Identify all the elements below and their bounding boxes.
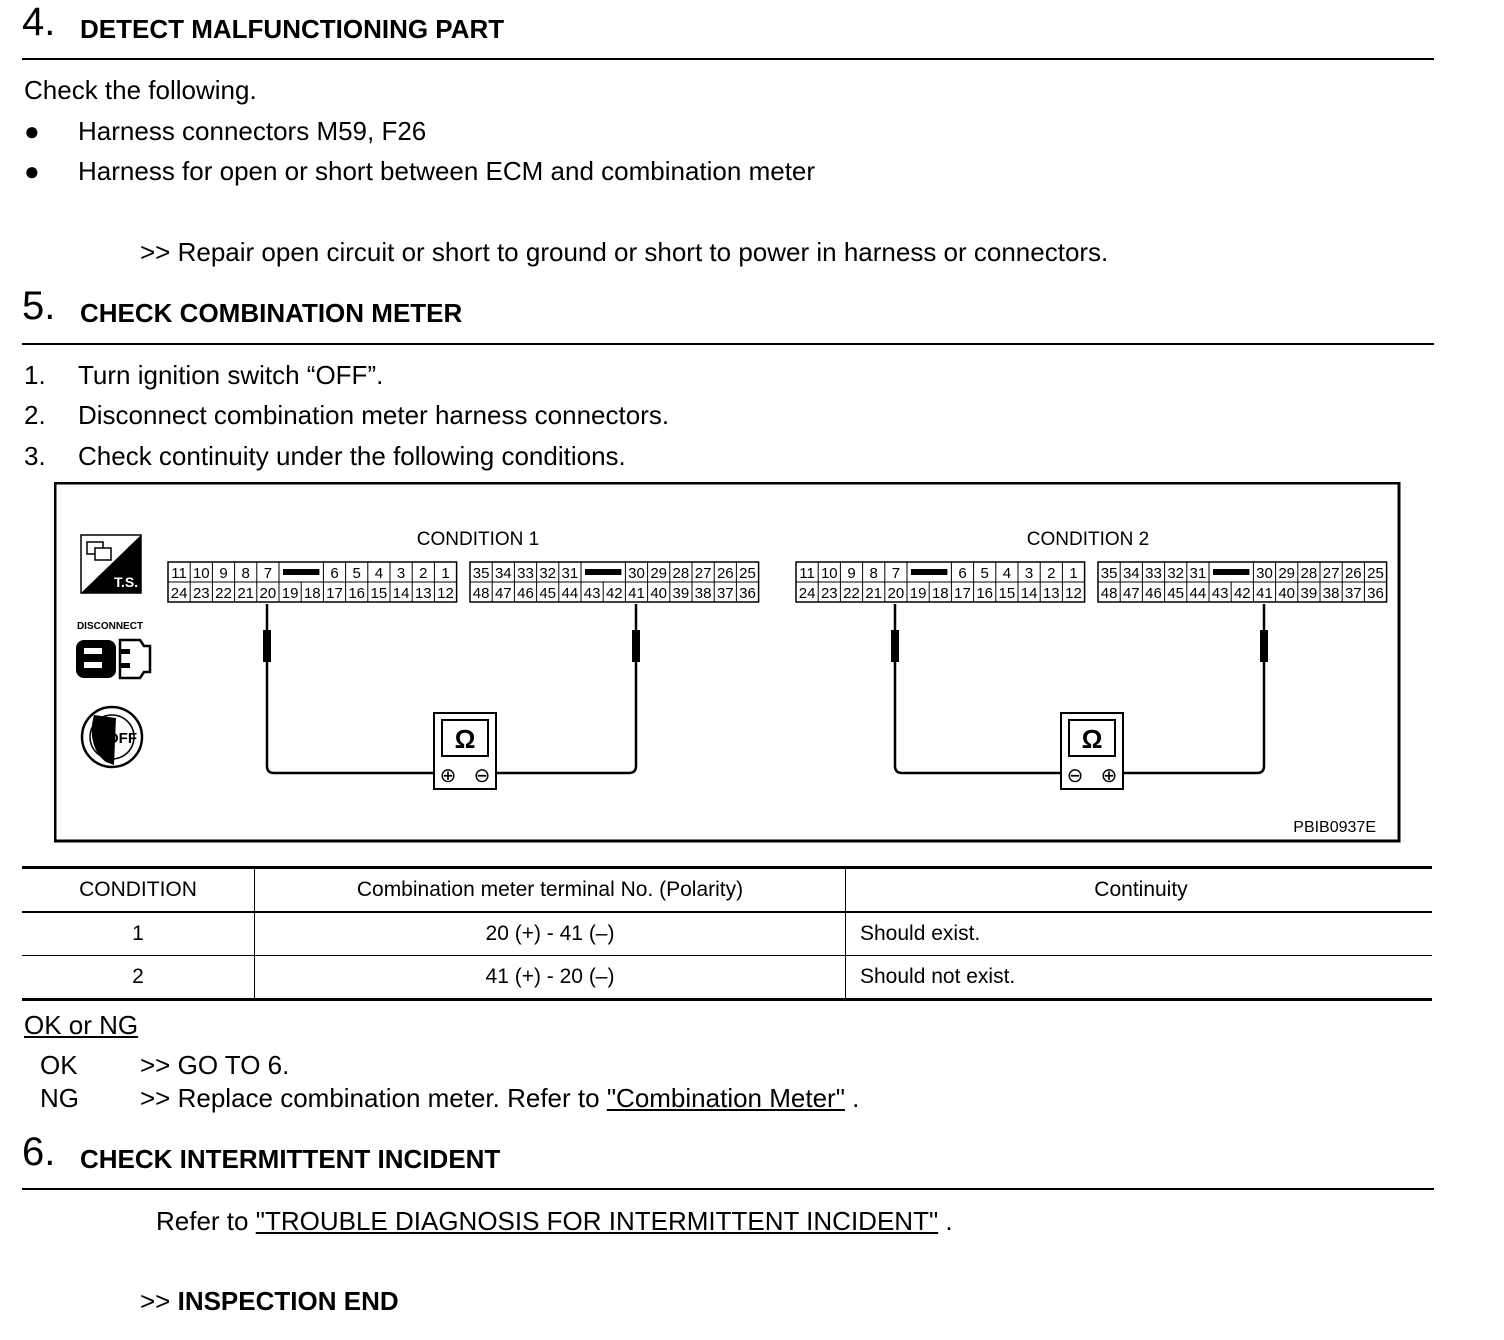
table-row: [22, 912, 1432, 956]
condition-1-label: CONDITION 1: [416, 529, 540, 550]
terminal-number: 22: [843, 585, 860, 602]
terminal-number: 7: [263, 565, 273, 582]
step-4-result: >> Repair open circuit or short to ground or short to power in harness or connectors.: [140, 237, 1109, 267]
terminal-number: 19: [909, 585, 927, 602]
svg-text:⊕: ⊕: [439, 765, 457, 787]
terminal-number: 17: [326, 585, 343, 602]
terminal-number: 9: [847, 565, 856, 582]
list-item: Disconnect combination meter harness connectors.: [78, 400, 670, 430]
svg-text:Ω: Ω: [454, 724, 476, 754]
terminal-number: 36: [1367, 585, 1384, 602]
terminal-number: 11: [171, 565, 187, 582]
terminal-number: 23: [820, 585, 838, 602]
terminal-number: 8: [869, 565, 878, 582]
terminal-number: 21: [237, 585, 255, 602]
terminal-number: 8: [241, 565, 250, 582]
figure-code: PBIB0937E: [1293, 819, 1376, 836]
probe-tip: [1260, 630, 1268, 662]
svg-text:⊖: ⊖: [473, 765, 491, 787]
terminal-number: 47: [494, 585, 512, 602]
step-5-title: CHECK COMBINATION METER: [80, 298, 463, 328]
terminal-number: 36: [739, 585, 756, 602]
terminal-number: 42: [1233, 585, 1251, 602]
table-header: Continuity: [846, 868, 1433, 913]
terminal-number: 27: [1322, 565, 1340, 582]
ohmmeter-icon: [434, 713, 496, 789]
condition-2-label: CONDITION 2: [1026, 529, 1150, 550]
terminal-number: 27: [694, 565, 712, 582]
table-cell: 20 (+) - 41 (–): [255, 912, 846, 956]
diagram-frame: [55, 483, 1399, 841]
step-4-number: 4.: [22, 0, 56, 44]
intermittent-incident-link[interactable]: "TROUBLE DIAGNOSIS FOR INTERMITTENT INCIDENT": [255, 1206, 939, 1236]
ng-label: NG: [40, 1083, 79, 1113]
terminal-number: 6: [330, 565, 339, 582]
divider: [22, 58, 1434, 60]
terminal-number: 15: [998, 585, 1016, 602]
terminal-number: 48: [1100, 585, 1118, 602]
terminal-number: 19: [281, 585, 299, 602]
terminal-number: 34: [1122, 565, 1140, 582]
probe-tip: [891, 630, 899, 662]
terminal-number: 4: [374, 565, 384, 582]
terminal-number: 31: [561, 565, 579, 582]
terminal-number: 18: [303, 585, 321, 602]
terminal-number: 35: [1100, 565, 1118, 582]
connector-b-condition-1: [470, 562, 759, 602]
terminal-number: 24: [170, 585, 188, 602]
bullet-item: Harness for open or short between ECM and combination meter: [78, 156, 816, 186]
terminal-number: 40: [650, 585, 668, 602]
terminal-number: 15: [370, 585, 388, 602]
terminal-number: 3: [396, 565, 406, 582]
terminal-number: 3: [1024, 565, 1034, 582]
terminal-number: 10: [820, 565, 838, 582]
list-item: Turn ignition switch “OFF”.: [78, 360, 384, 390]
probe-tip: [632, 630, 640, 662]
terminal-number: 6: [958, 565, 967, 582]
table-cell: Should exist.: [846, 912, 1433, 956]
terminal-number: 13: [414, 585, 432, 602]
list-number: 1.: [24, 360, 46, 390]
terminal-number: 28: [672, 565, 690, 582]
terminal-number: 25: [1367, 565, 1384, 582]
list-number: 2.: [24, 400, 46, 430]
table-cell: 2: [22, 956, 255, 1000]
terminal-number: 4: [1002, 565, 1012, 582]
terminal-number: 29: [1278, 565, 1296, 582]
terminal-number: 2: [419, 565, 428, 582]
svg-text:OFF: OFF: [107, 730, 137, 747]
table-cell: 1: [22, 912, 255, 956]
terminal-number: 29: [650, 565, 668, 582]
terminal-number: 14: [1020, 585, 1038, 602]
terminal-number: 17: [954, 585, 971, 602]
terminal-number: 26: [716, 565, 734, 582]
terminal-number: 30: [1256, 565, 1273, 582]
disconnect-icon: [76, 621, 150, 678]
terminal-number: 9: [219, 565, 228, 582]
svg-text:⊕: ⊕: [1100, 765, 1118, 787]
terminal-number: 24: [798, 585, 816, 602]
table-cell: Should not exist.: [860, 965, 1016, 988]
ok-ng-heading: OK or NG: [24, 1010, 139, 1040]
ts-icon: [81, 535, 141, 593]
list-item: Check continuity under the following conditions.: [78, 441, 626, 471]
svg-text:DISCONNECT: DISCONNECT: [76, 621, 144, 632]
terminal-number: 20: [887, 585, 905, 602]
svg-text:⊖: ⊖: [1066, 765, 1084, 787]
connector-lock-slot: [1213, 569, 1249, 575]
step-6-refer: Refer to "TROUBLE DIAGNOSIS FOR INTERMITTENT INCIDENT" .: [156, 1206, 953, 1236]
ok-label: OK: [40, 1050, 78, 1080]
terminal-number: 32: [1167, 565, 1185, 582]
table-header: Combination meter terminal No. (Polarity): [255, 868, 846, 913]
terminal-number: 44: [1189, 585, 1207, 602]
terminal-number: 14: [392, 585, 410, 602]
terminal-number: 35: [472, 565, 490, 582]
terminal-number: 25: [739, 565, 756, 582]
svg-text:T.S.: T.S.: [113, 574, 139, 590]
terminal-number: 41: [628, 585, 645, 602]
step-5-number: 5.: [22, 284, 56, 328]
ok-text: >> GO TO 6.: [140, 1050, 290, 1080]
terminal-number: 30: [628, 565, 645, 582]
connector-b-condition-2: [1098, 562, 1387, 602]
step-6-title: CHECK INTERMITTENT INCIDENT: [80, 1144, 501, 1174]
terminal-number: 43: [583, 585, 601, 602]
bullet-item: Harness connectors M59, F26: [78, 116, 427, 146]
terminal-number: 38: [1322, 585, 1340, 602]
terminal-number: 21: [865, 585, 883, 602]
terminal-number: 41: [1256, 585, 1273, 602]
terminal-number: 12: [1065, 585, 1082, 602]
terminal-number: 42: [605, 585, 623, 602]
terminal-number: 33: [517, 565, 534, 582]
terminal-number: 2: [1047, 565, 1056, 582]
inspection-end: >> INSPECTION END: [140, 1286, 399, 1316]
terminal-number: 45: [1167, 585, 1185, 602]
terminal-number: 47: [1122, 585, 1140, 602]
terminal-number: 5: [980, 565, 989, 582]
terminal-number: 10: [192, 565, 210, 582]
terminal-number: 1: [441, 565, 450, 582]
terminal-number: 46: [1145, 585, 1162, 602]
divider: [22, 1188, 1434, 1190]
terminal-number: 5: [352, 565, 361, 582]
continuity-table: [22, 866, 1432, 1001]
terminal-number: 48: [472, 585, 490, 602]
bullet-icon: ●: [24, 116, 40, 146]
step-4-title: DETECT MALFUNCTIONING PART: [80, 14, 505, 44]
connector-lock-slot: [585, 569, 621, 575]
terminal-number: 28: [1300, 565, 1318, 582]
terminal-number: 31: [1189, 565, 1207, 582]
terminal-number: 23: [192, 585, 210, 602]
terminal-number: 16: [976, 585, 994, 602]
terminal-number: 45: [539, 585, 557, 602]
step-6-number: 6.: [22, 1130, 56, 1174]
connector-lock-slot: [283, 569, 319, 575]
terminal-number: 32: [539, 565, 557, 582]
terminal-number: 37: [716, 585, 734, 602]
probe-tip: [263, 630, 271, 662]
terminal-number: 18: [931, 585, 949, 602]
terminal-number: 13: [1042, 585, 1060, 602]
terminal-number: 37: [1344, 585, 1362, 602]
terminal-number: 46: [517, 585, 534, 602]
terminal-number: 26: [1344, 565, 1362, 582]
terminal-number: 22: [215, 585, 232, 602]
table-row: [22, 956, 1432, 1000]
combination-meter-link[interactable]: "Combination Meter": [606, 1083, 845, 1113]
terminal-number: 11: [799, 565, 815, 582]
wiring-diagram: [54, 482, 1402, 844]
step-4-intro: Check the following.: [24, 75, 257, 105]
svg-text:Ω: Ω: [1081, 724, 1103, 754]
terminal-number: 40: [1278, 585, 1296, 602]
terminal-number: 39: [672, 585, 690, 602]
ohmmeter-icon: [1061, 713, 1123, 789]
table-cell: 41 (+) - 20 (–): [255, 956, 846, 1000]
table-header: CONDITION: [22, 868, 255, 913]
terminal-number: 39: [1300, 585, 1318, 602]
terminal-number: 16: [348, 585, 366, 602]
bullet-icon: ●: [24, 156, 40, 186]
divider: [22, 343, 1434, 345]
connector-lock-slot: [911, 569, 947, 575]
connector-a-condition-1: [168, 562, 457, 602]
terminal-number: 12: [437, 585, 454, 602]
terminal-number: 43: [1211, 585, 1229, 602]
terminal-number: 33: [1145, 565, 1162, 582]
connector-a-condition-2: [796, 562, 1085, 602]
terminal-number: 7: [891, 565, 901, 582]
list-number: 3.: [24, 441, 46, 471]
ignition-off-icon: [82, 707, 142, 767]
terminal-number: 20: [259, 585, 277, 602]
terminal-number: 1: [1069, 565, 1078, 582]
terminal-number: 38: [694, 585, 712, 602]
ng-text: >> Replace combination meter. Refer to "Combination Meter" .: [140, 1083, 860, 1113]
terminal-number: 44: [561, 585, 579, 602]
terminal-number: 34: [494, 565, 512, 582]
